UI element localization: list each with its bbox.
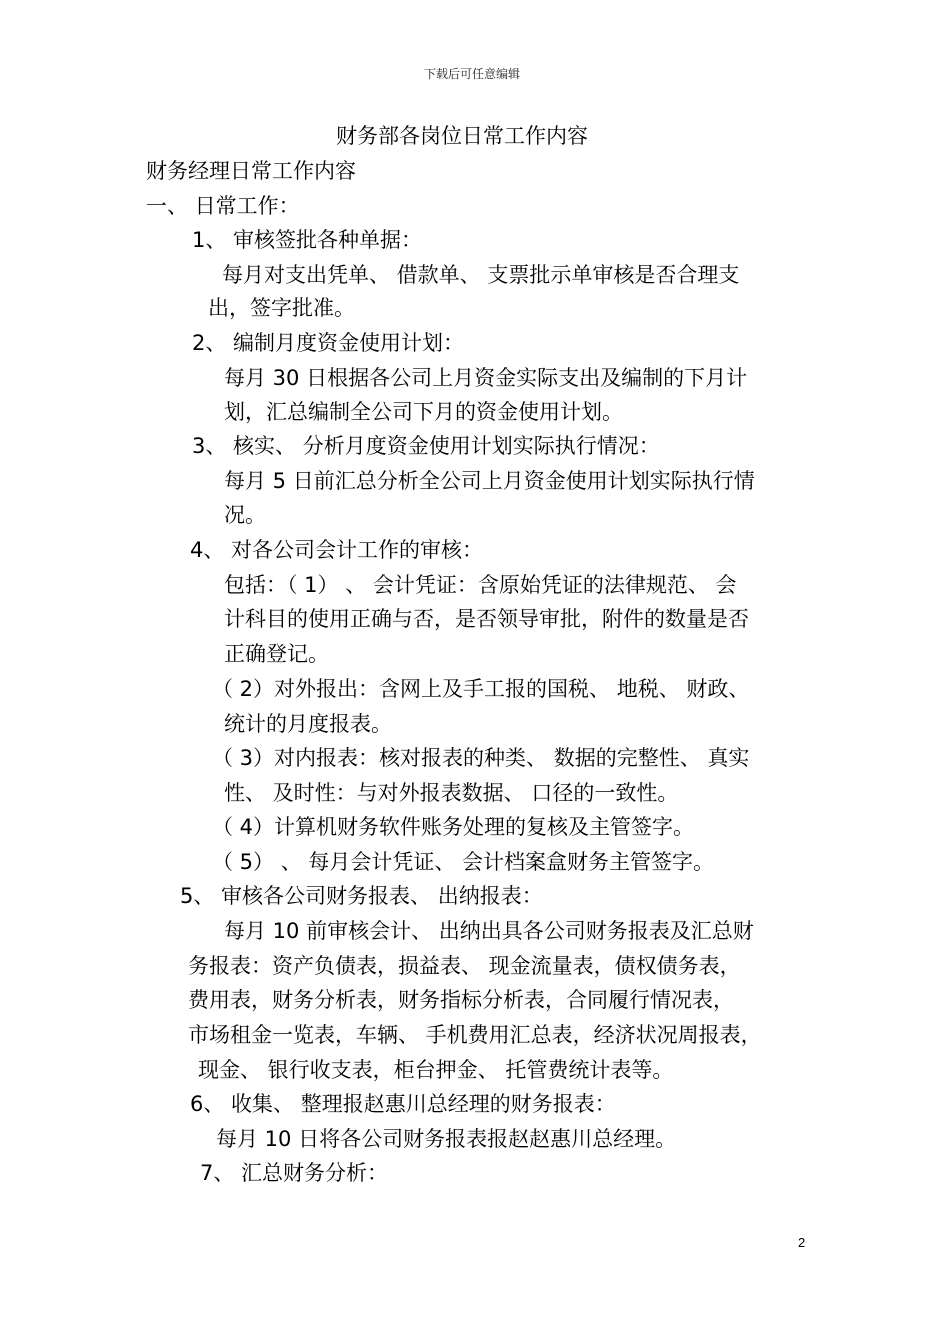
item-2-line-2: 划，汇总编制全公司下月的资金使用计划。 [224,400,623,424]
item-2-line-1: 每月 30 日根据各公司上月资金实际支出及编制的下月计 [224,366,748,390]
item-5-line-4: 市场租金一览表，车辆、 手机费用汇总表，经济状况周报表， [188,1023,762,1047]
item-1-line-1: 每月对支出凭单、 借款单、 支票批示单审核是否合理支 [222,263,740,287]
item-5-line-1: 每月 10 前审核会计、 出纳出具各公司财务报表及汇总财 [224,919,754,943]
item-4-line-1: 包括：（ 1） 、 会计凭证：含原始凭证的法律规范、 会 [224,573,737,597]
item-6-line-1: 每月 10 日将各公司财务报表报赵赵惠川总经理。 [216,1127,677,1151]
item-1-line-2: 出，签字批准。 [208,296,355,320]
page-number: 2 [798,1235,806,1250]
section-heading-1: 一、 日常工作： [146,194,300,218]
section-subtitle: 财务经理日常工作内容 [146,159,356,183]
item-2-heading: 2、 编制月度资金使用计划： [192,331,465,355]
item-4-sub-2-line-1: （ 2）对外报出：含网上及手工报的国税、 地税、 财政、 [212,677,750,701]
item-5-line-5: 现金、 银行收支表，柜台押金、 托管费统计表等。 [198,1058,674,1082]
document-title: 财务部各岗位日常工作内容 [336,124,588,148]
item-4-heading: 4、 对各公司会计工作的审核： [190,538,484,562]
item-5-line-2: 务报表：资产负债表，损益表、 现金流量表，债权债务表， [188,954,741,978]
item-5-heading: 5、 审核各公司财务报表、 出纳报表： [180,884,543,908]
item-3-line-1: 每月 5 日前汇总分析全公司上月资金使用计划实际执行情 [224,469,755,493]
item-4-sub-3-line-1: （ 3）对内报表：核对报表的种类、 数据的完整性、 真实 [212,746,750,770]
item-6-heading: 6、 收集、 整理报赵惠川总经理的财务报表： [190,1092,616,1116]
item-7-heading: 7、 汇总财务分析： [200,1161,389,1185]
item-4-line-2: 计科目的使用正确与否，是否领导审批，附件的数量是否 [224,607,749,631]
item-4-sub-5: （ 5） 、 每月会计凭证、 会计档案盒财务主管签字。 [212,850,715,874]
item-5-line-3: 费用表，财务分析表，财务指标分析表，合同履行情况表， [188,988,734,1012]
page-header-note: 下载后可任意编辑 [424,67,521,81]
item-4-sub-3-line-2: 性、 及时性：与对外报表数据、 口径的一致性。 [224,781,679,805]
item-4-sub-4: （ 4）计算机财务软件账务处理的复核及主管签字。 [212,815,695,839]
item-3-line-2: 况。 [224,503,266,527]
item-1-heading: 1、 审核签批各种单据： [192,228,423,252]
item-3-heading: 3、 核实、 分析月度资金使用计划实际执行情况： [192,434,660,458]
item-4-line-3: 正确登记。 [224,642,329,666]
item-4-sub-2-line-2: 统计的月度报表。 [224,712,392,736]
